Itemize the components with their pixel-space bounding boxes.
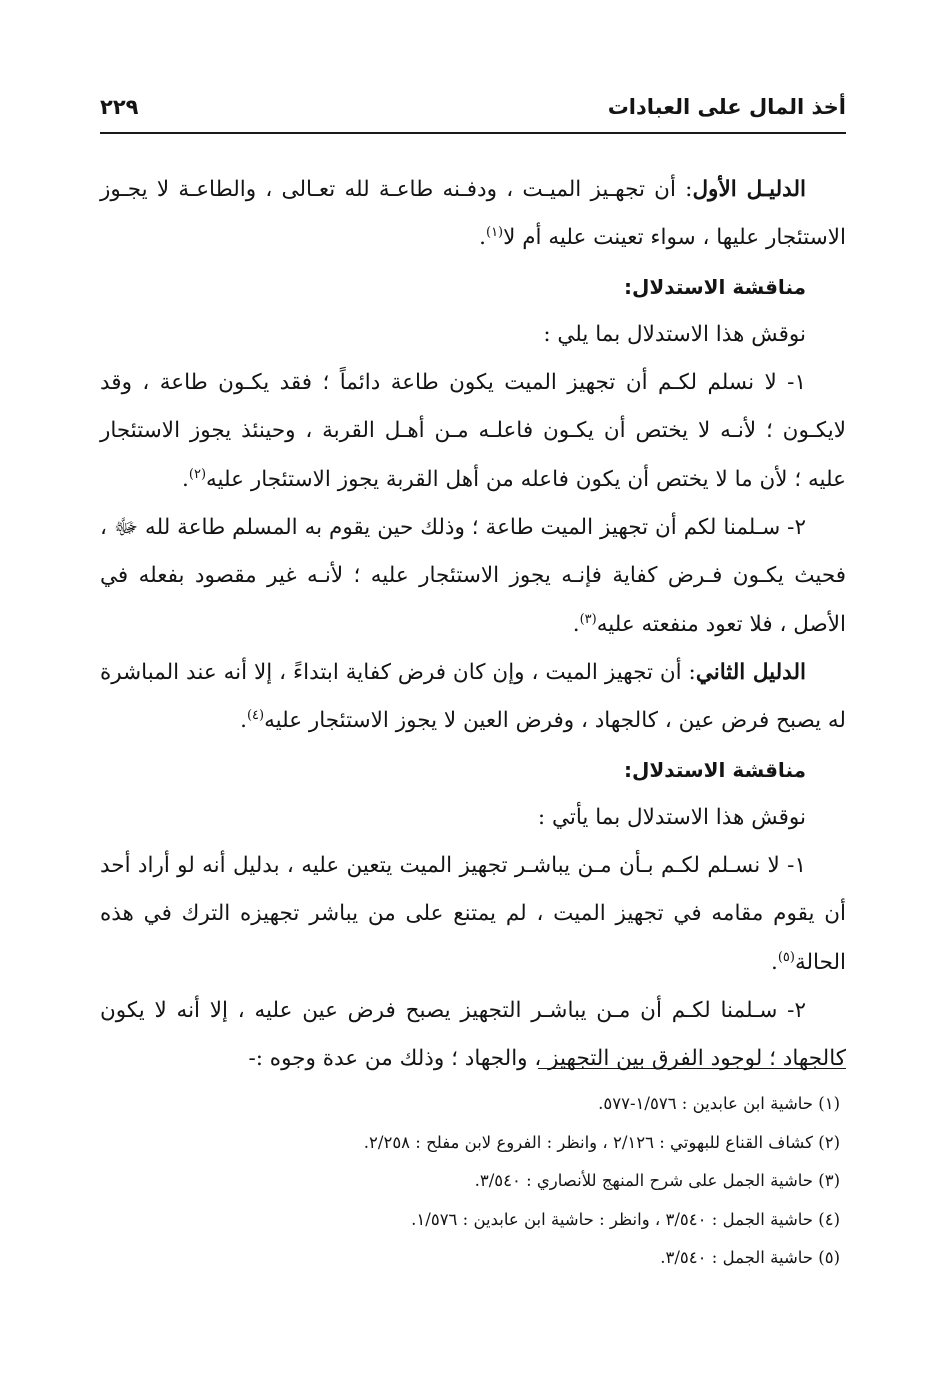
main-text <box>100 166 846 1084</box>
first-evidence-text: : أن تجهـيز الميـت ، ودفـنه طاعـة لله تعـالى ، والطاعـة لا يجـوز الاستئجار عليها ، سواء تعينت عليه أم لا <box>100 177 846 251</box>
rebuttal-point-2-text: ٢- سـلمنا لكم أن تجهيز الميت طاعة ؛ وذلك حين يقوم به المسلم طاعة لله ﷻ ، فحيث يكـون فـرض كفاية فإنـه يجوز الاستئجار عليه ؛ لأنـه غير مقصود بفعله في الأصل ، فلا تعود منفعته عليه <box>100 515 846 637</box>
discussion-intro-1: نوقش هذا الاستدلال بما يلي : <box>543 321 806 347</box>
section-heading-discussion-1: مناقشة الاستدلال: <box>624 274 806 299</box>
rebuttal-point-1-text: ١- لا نسلم لكـم أن تجهيز الميت يكون طاعة دائماً ؛ فقد يكـون طاعة ، وقد لايكـون ؛ لأنـه لا يختص أن يكـون فاعلـه مـن أهـل القربة ، وحينئذ يجوز الاستئجار عليه ؛ لأن ما لا يختص أن يكون فاعله من أهل القربة يجوز الاستئجار عليه <box>100 370 846 492</box>
rebuttal-point-1 <box>100 359 846 504</box>
running-header <box>100 92 846 132</box>
page-number: ٢٢٩ <box>100 95 139 119</box>
header-divider <box>100 132 846 134</box>
footnote-4: (٤) حاشية الجمل : ٣/٥٤٠ ، وانظر : حاشية ابن عابدين : ١/٥٧٦. <box>411 1209 840 1229</box>
footnote-3: (٣) حاشية الجمل على شرح المنهج للأنصاري : ٣/٥٤٠. <box>474 1171 840 1190</box>
rebuttal-point-3 <box>100 842 846 987</box>
section-heading-discussion-2: مناقشة الاستدلال: <box>624 757 806 782</box>
sentence-end: . <box>240 708 247 734</box>
running-title: أخذ المال على العبادات <box>607 95 846 119</box>
sentence-end: . <box>479 225 486 251</box>
rebuttal-point-2 <box>100 504 846 649</box>
footnote-ref-1[interactable]: (١) <box>485 225 504 241</box>
second-evidence-label: الدليل الثاني <box>695 659 806 685</box>
footnote-divider <box>538 1068 846 1069</box>
second-evidence-text: : أن تجهيز الميت ، وإن كان فرض كفاية ابتداءً ، إلا أنه عند المباشرة له يصبح فرض عين ، كالجهاد ، وفرض العين لا يجوز الاستئجار عليه <box>100 659 846 734</box>
rebuttal-point-3-text: ١- لا نسـلم لكـم بـأن مـن يباشـر تجهيز الميت يتعين عليه ، بدليل أنه لو أراد أحد أن يقوم مقامه في تجهيز الميت ، لم يمتنع على من يباشر تجهيزه الترك في هذه الحالة <box>100 853 846 975</box>
discussion-intro-2: نوقش هذا الاستدلال بما يأتي : <box>537 804 806 830</box>
footnote-5: (٥) حاشية الجمل : ٣/٥٤٠. <box>660 1248 840 1267</box>
paragraph-second-evidence <box>100 649 846 746</box>
footnote-2: (٢) كشاف القناع للبهوتي : ٢/١٢٦ ، وانظر : الفروع لابن مفلح : ٢/٢٥٨. <box>363 1132 840 1152</box>
rebuttal-point-4: ٢- سـلمنا لكـم أن مـن يباشـر التجهيز يصبح فرض عين عليه ، إلا أنه لا يكون كالجهاد ؛ لوجود الفرق بين التجهيز ، والجهاد ؛ وذلك من عدة وجوه :- <box>100 998 846 1072</box>
first-evidence-label: الدليـل الأول <box>692 177 806 202</box>
sentence-end: . <box>770 949 778 975</box>
sentence-end: . <box>182 466 189 492</box>
footnote-1: (١) حاشية ابن عابدين : ١/٥٧٦-٥٧٧. <box>598 1094 840 1113</box>
footnote-ref-5[interactable]: (٥) <box>777 949 795 965</box>
footnote-ref-4[interactable]: (٤) <box>246 708 265 724</box>
paragraph-first-evidence <box>100 166 846 263</box>
footnote-ref-2[interactable]: (٢) <box>188 466 207 482</box>
footnotes <box>100 1085 846 1278</box>
sentence-end: . <box>572 611 580 637</box>
footnote-ref-3[interactable]: (٣) <box>579 611 597 627</box>
